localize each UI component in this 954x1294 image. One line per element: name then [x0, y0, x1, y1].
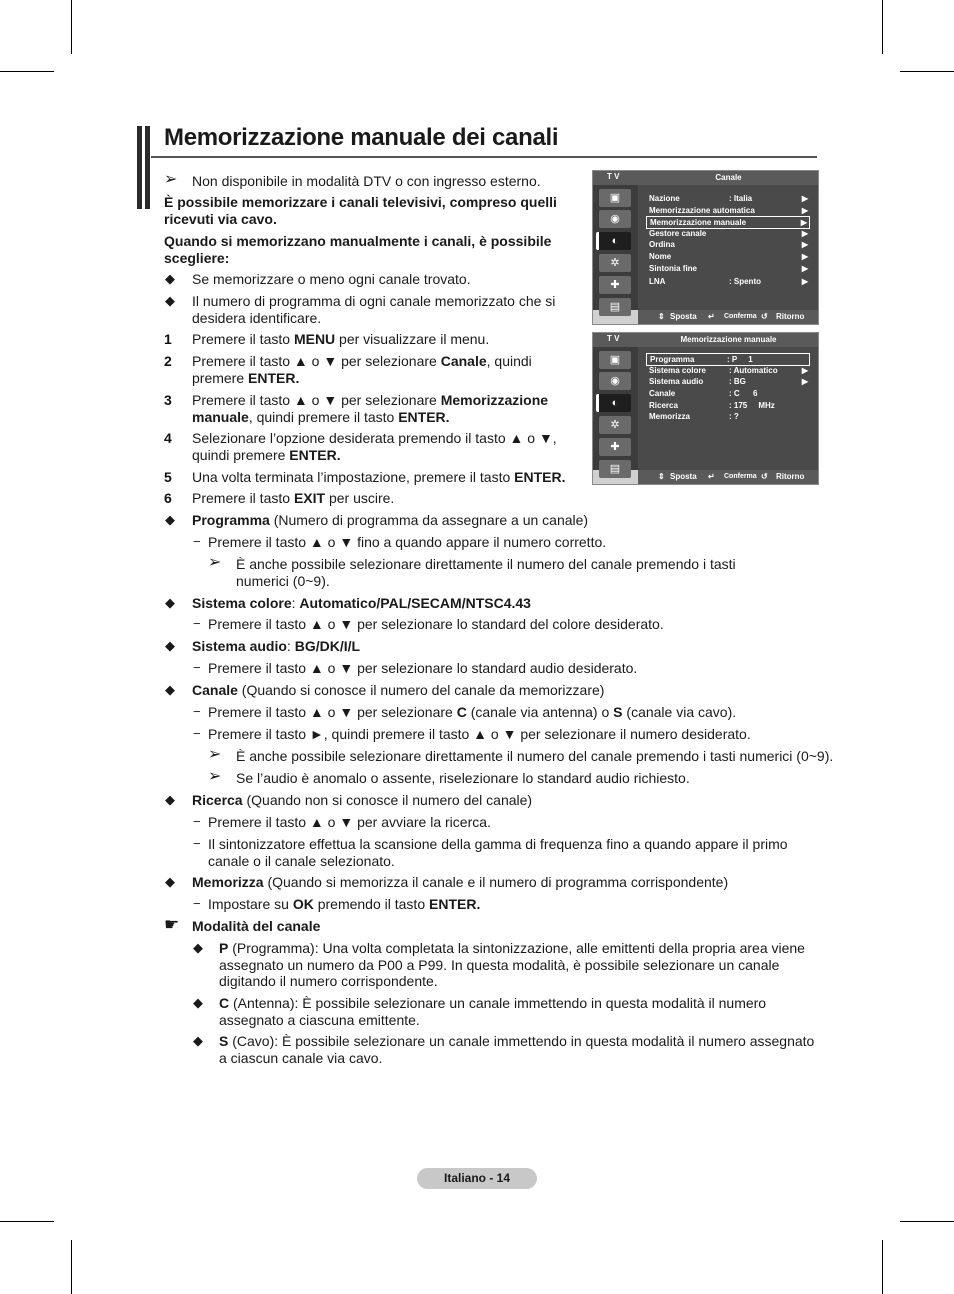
dash-bullet: − — [193, 814, 201, 829]
note-arrow-icon: ➢ — [208, 768, 222, 785]
picture-icon: ▣ — [599, 189, 631, 207]
step-text: Premere il tasto ▲ o ▼ per selezionare Canale, quindi premere ENTER. — [192, 353, 532, 386]
mode-item: S (Cavo): È possibile selezionare un canale immettendo in questa modalità il numero assegnato a ciascun canale via cavo. — [219, 1033, 815, 1066]
title-rule — [151, 156, 817, 158]
arrow-right-icon: ▶ — [801, 277, 808, 286]
crop-mark — [71, 1240, 72, 1294]
move-icon: ⇕ — [658, 312, 665, 321]
note-text: È anche possibile selezionare direttamente il numero del canale premendo i tasti numerici (0~9). — [236, 556, 736, 589]
tv-menu-memorizzazione-manuale — [592, 332, 819, 485]
step-number: 2 — [164, 353, 172, 369]
step-number: 6 — [164, 490, 172, 506]
crop-mark — [882, 1240, 883, 1294]
note-arrow-icon: ➢ — [208, 554, 222, 571]
step-number: 3 — [164, 392, 172, 408]
note-text: Non disponibile in modalità DTV o con ingresso esterno. — [192, 173, 541, 189]
note-text: Se l’audio è anomalo o assente, riselezionare lo standard audio richiesto. — [236, 770, 690, 786]
menu-sidebar — [593, 185, 638, 313]
channel-icon: ◐ — [596, 232, 631, 250]
enter-icon: ↵ — [708, 312, 715, 321]
menu-title: Canale — [715, 173, 742, 182]
sub-item: Premere il tasto ►, quindi premere il tasto ▲ o ▼ per selezionare il numero desiderato. — [208, 726, 751, 742]
sound-icon: ◉ — [599, 210, 631, 228]
dash-bullet: − — [193, 616, 201, 631]
menu-row-sintonia-fine[interactable]: Sintonia fine ▶ — [649, 264, 808, 273]
setup-icon: ✲ — [599, 416, 631, 434]
menu-row-lna[interactable]: LNA : Spento ▶ — [649, 277, 808, 286]
dash-bullet: − — [193, 896, 201, 911]
intro-text: È possibile memorizzare i canali televisivi, compreso quelli ricevuti via cavo. — [164, 194, 557, 227]
menu-body — [638, 185, 818, 310]
crop-mark — [900, 71, 954, 72]
option-ricerca: Ricerca (Quando non si conosce il numero del canale) — [192, 792, 533, 808]
list-item: Se memorizzare o meno ogni canale trovato. — [192, 271, 471, 287]
menu-row-sistema-colore[interactable]: Sistema colore : Automatico ▶ — [649, 366, 808, 375]
tv-menu-canale — [592, 170, 819, 325]
note-text: È anche possibile selezionare direttamente il numero del canale premendo i tasti numerici (0~9). — [236, 748, 834, 764]
menu-sidebar — [593, 347, 638, 475]
menu-row-memorizzazione-automatica[interactable]: Memorizzazione automatica ▶ — [649, 206, 808, 215]
sub-item: Il sintonizzatore effettua la scansione della gamma di frequenza fino a quando appare il primo canale o il canale selezionato. — [208, 836, 788, 869]
menu-title: Memorizzazione manuale — [680, 335, 777, 344]
step-text: Premere il tasto EXIT per uscire. — [192, 490, 395, 506]
list-item: Il numero di programma di ogni canale memorizzato che si desidera identificare. — [192, 293, 556, 326]
arrow-right-icon: ▶ — [801, 252, 808, 261]
menu-row-memorizzazione-manuale[interactable]: Memorizzazione manuale ▶ — [646, 216, 810, 229]
sub-item: Premere il tasto ▲ o ▼ per selezionare lo standard del colore desiderato. — [208, 616, 664, 632]
menu-row-canale[interactable]: Canale : C 6 — [649, 389, 758, 398]
mode-item: C (Antenna): È possibile selezionare un canale immettendo in questa modalità il numero assegnato a ciascuna emittente. — [219, 995, 767, 1028]
option-programma: Programma (Numero di programma da assegnare a un canale) — [192, 512, 589, 528]
sub-item: Impostare su OK premendo il tasto ENTER. — [208, 896, 481, 912]
arrow-right-icon: ▶ — [801, 240, 808, 249]
crop-mark — [0, 1221, 54, 1222]
diamond-bullet-icon: ◆ — [165, 595, 175, 610]
menu-row-ricerca[interactable]: Ricerca : 175 MHz — [649, 401, 775, 410]
diamond-bullet-icon: ◆ — [193, 1033, 203, 1048]
option-canale: Canale (Quando si conosce il numero del canale da memorizzare) — [192, 682, 605, 698]
sub-item: Premere il tasto ▲ o ▼ per selezionare lo standard audio desiderato. — [208, 660, 638, 676]
option-sistema-audio: Sistema audio: BG/DK/I/L — [192, 638, 361, 654]
pointing-hand-icon: ☛ — [164, 915, 180, 934]
setup-icon: ✲ — [599, 254, 631, 272]
menu-row-gestore-canale[interactable]: Gestore canale ▶ — [649, 229, 808, 238]
digital-icon: ▤ — [599, 298, 631, 316]
crop-mark — [71, 0, 72, 54]
diamond-bullet-icon: ◆ — [165, 682, 175, 697]
crop-mark — [882, 0, 883, 54]
option-sistema-colore: Sistema colore: Automatico/PAL/SECAM/NTSC4.43 — [192, 595, 531, 611]
sub-item: Premere il tasto ▲ o ▼ per avviare la ricerca. — [208, 814, 491, 830]
move-icon: ⇕ — [658, 472, 665, 481]
note-arrow-icon: ➢ — [164, 171, 178, 188]
channel-icon: ◐ — [596, 394, 631, 412]
menu-row-programma[interactable]: Programma : P 1 — [646, 353, 810, 366]
step-text: Una volta terminata l’impostazione, premere il tasto ENTER. — [192, 469, 566, 485]
menu-row-nome[interactable]: Nome ▶ — [649, 252, 808, 261]
page-title: Memorizzazione manuale dei canali — [164, 124, 559, 151]
diamond-bullet-icon: ◆ — [165, 874, 175, 889]
diamond-bullet-icon: ◆ — [165, 512, 175, 527]
crop-mark — [900, 1221, 954, 1222]
menu-row-nazione[interactable]: Nazione : Italia ▶ — [649, 194, 808, 203]
dash-bullet: − — [193, 660, 201, 675]
diamond-bullet-icon: ◆ — [165, 271, 175, 286]
input-icon: ✚ — [599, 276, 631, 294]
menu-footer: ⇕ Sposta ↵ Conferma ↺ Ritorno — [638, 310, 818, 324]
menu-header — [593, 333, 818, 347]
option-memorizza: Memorizza (Quando si memorizza il canale e il numero di programma corrispondente) — [192, 874, 729, 890]
dash-bullet: − — [193, 836, 201, 851]
menu-row-sistema-audio[interactable]: Sistema audio : BG ▶ — [649, 377, 808, 386]
dash-bullet: − — [193, 534, 201, 549]
arrow-right-icon: ▶ — [801, 206, 808, 215]
diamond-bullet-icon: ◆ — [165, 792, 175, 807]
sound-icon: ◉ — [599, 372, 631, 390]
sub-item: Premere il tasto ▲ o ▼ per selezionare C (canale via antenna) o S (canale via cavo). — [208, 704, 737, 720]
dash-bullet: − — [193, 704, 201, 719]
diamond-bullet-icon: ◆ — [193, 995, 203, 1010]
arrow-right-icon: ▶ — [801, 194, 808, 203]
tv-label: T V — [607, 172, 620, 181]
arrow-right-icon: ▶ — [801, 366, 808, 375]
return-icon: ↺ — [761, 472, 768, 481]
menu-footer: ⇕ Sposta ↵ Conferma ↺ Ritorno — [638, 470, 818, 484]
step-text: Premere il tasto ▲ o ▼ per selezionare Memorizzazione manuale, quindi premere il tasto ENTER. — [192, 392, 549, 425]
arrow-right-icon: ▶ — [801, 264, 808, 273]
enter-icon: ↵ — [708, 472, 715, 481]
crop-mark — [0, 71, 54, 72]
step-number: 4 — [164, 430, 172, 446]
page-number: Italiano - 14 — [417, 1168, 537, 1189]
dash-bullet: − — [193, 726, 201, 741]
title-decoration — [137, 126, 151, 209]
diamond-bullet-icon: ◆ — [193, 940, 203, 955]
menu-body — [638, 347, 818, 470]
mode-heading: Modalità del canale — [192, 918, 321, 934]
arrow-right-icon: ▶ — [801, 229, 808, 238]
diamond-bullet-icon: ◆ — [165, 638, 175, 653]
arrow-right-icon: ▶ — [800, 218, 807, 227]
sub-item: Premere il tasto ▲ o ▼ fino a quando appare il numero corretto. — [208, 534, 607, 550]
menu-row-ordina[interactable]: Ordina ▶ — [649, 240, 808, 249]
step-text: Selezionare l’opzione desiderata premendo il tasto ▲ o ▼, quindi premere ENTER. — [192, 430, 557, 463]
arrow-right-icon: ▶ — [801, 377, 808, 386]
return-icon: ↺ — [761, 312, 768, 321]
note-arrow-icon: ➢ — [208, 746, 222, 763]
diamond-bullet-icon: ◆ — [165, 293, 175, 308]
mode-item: P (Programma): Una volta completata la sintonizzazione, alle emittenti della propria area viene assegnato un numero da P00 a P99. In questa modalità, è possibile selezionare un canale digitando il numero corrispondente. — [219, 940, 805, 989]
tv-label: T V — [607, 334, 620, 343]
digital-icon: ▤ — [599, 460, 631, 478]
step-number: 5 — [164, 469, 172, 485]
step-text: Premere il tasto MENU per visualizzare il menu. — [192, 331, 490, 347]
input-icon: ✚ — [599, 438, 631, 456]
intro-text: Quando si memorizzano manualmente i canali, è possibile scegliere: — [164, 233, 552, 266]
step-number: 1 — [164, 331, 172, 347]
menu-header — [593, 171, 818, 185]
picture-icon: ▣ — [599, 351, 631, 369]
menu-row-memorizza[interactable]: Memorizza : ? — [649, 412, 739, 421]
